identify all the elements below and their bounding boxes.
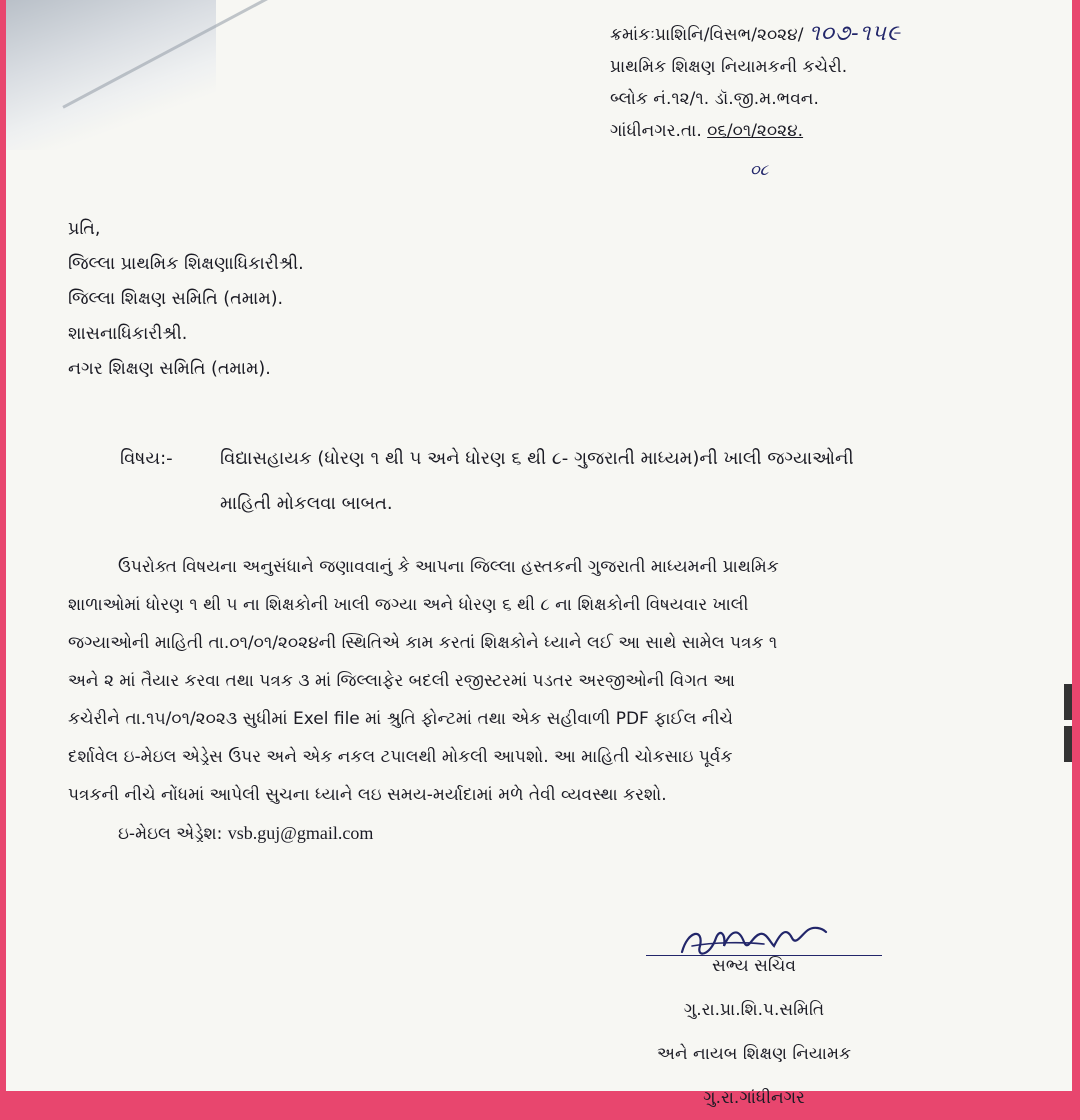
email-row: [68, 814, 1002, 853]
email-address[interactable]: vsb.guj@gmail.com: [227, 823, 374, 843]
scan-edge-mark: [1064, 684, 1072, 720]
reference-header: [610, 18, 901, 147]
date-prefix: ગાંધીનગર.તા.: [610, 121, 708, 141]
letter-date-row: [610, 115, 901, 147]
addressee-line: નગર શિક્ષણ સમિતિ (તમામ).: [68, 359, 271, 379]
subject-text: વિદ્યાસહાયક (ધોરણ ૧ થી ૫ અને ધોરણ ૬ થી ૮- ગુજરાતી માધ્યમ)ની ખાલી જગ્યાઓની: [220, 448, 854, 469]
subject-text-continued: માહિતી મોકલવા બાબત.: [220, 493, 393, 514]
body-line: દર્શાવેલ ઇ-મેઇલ એડ્રેસ ઉપર અને એક નકલ ટપાલથી મોકલી આપશો. આ માહિતી ચોકસાઇ પૂર્વક: [68, 747, 733, 767]
signatory-line: ગુ.રા.પ્રા.શિ.પ.સમિતિ: [683, 1000, 825, 1020]
letter-date: ૦૬/૦૧/૨૦૨૪.: [707, 121, 804, 141]
body-line: કચેરીને તા.૧૫/૦૧/૨૦૨૩ સુધીમાં Exel file માં શ્રુતિ ફોન્ટમાં તથા એક સહીવાળી PDF ફાઈલ નીચે: [68, 709, 734, 729]
body-line: શાળાઓમાં ધોરણ ૧ થી ૫ ના શિક્ષકોની ખાલી જગ્યા અને ધોરણ ૬ થી ૮ ના શિક્ષકોની વિષયવાર ખાલી: [68, 595, 749, 615]
body-line: જગ્યાઓની માહિતી તા.૦૧/૦૧/૨૦૨૪ની સ્થિતિએ કામ કરતાં શિક્ષકોને ધ્યાને લઈ આ સાથે સામેલ પત્રક ૧: [68, 633, 778, 653]
reference-number-row: [610, 18, 901, 51]
addressee-to: પ્રતિ,: [68, 219, 101, 239]
addressee-line: જિલ્લા શિક્ષણ સમિતિ (તમામ).: [68, 289, 284, 309]
scan-edge-mark: [1064, 726, 1072, 762]
letter-body: [68, 548, 1002, 853]
addressee-block: [68, 212, 304, 387]
office-name: પ્રાથમિક શિક્ષણ નિયામકની કચેરી.: [610, 57, 848, 77]
email-label: ઇ-મેઇલ એડ્રેશ:: [118, 824, 228, 844]
signatory-line: ગુ.રા.ગાંધીનગર: [703, 1088, 805, 1108]
subject-label: વિષય:-: [120, 448, 173, 469]
signatory-designation: સભ્ય સચિવ: [712, 956, 796, 976]
office-block-address: બ્લોક નં.૧૨/૧. ડૉ.જી.મ.ભવન.: [610, 89, 819, 109]
letter-page: [6, 0, 1072, 1108]
signatory-line: અને નાયબ શિક્ષણ નિયામક: [657, 1044, 851, 1064]
subject-row: [120, 436, 854, 481]
body-line: ઉપરોક્ત વિષયના અનુસંધાને જણાવવાનું કે આપના જિલ્લા હસ્તકની ગુજરાતી માધ્યમની પ્રાથમિક: [118, 557, 779, 577]
addressee-line: જિલ્લા પ્રાથમિક શિક્ષણાધિકારીશ્રી.: [68, 254, 304, 274]
subject-block: [120, 436, 854, 526]
handwritten-reference: ૧૦૭-૧૫૯: [808, 21, 901, 46]
body-line: અને ૨ માં તૈયાર કરવા તથા પત્રક ૩ માં જિલ્લાફેર બદલી રજીસ્ટરમાં પડતર અરજીઓની વિગત આ: [68, 671, 735, 691]
addressee-line: શાસનાધિકારીશ્રી.: [68, 324, 188, 344]
handwritten-date-note: ૦૮: [750, 160, 769, 179]
body-line: પત્રકની નીચે નોંધમાં આપેલી સુચના ધ્યાને લઇ સમય-મર્યાદામાં મળે તેવી વ્યવસ્થા કરશો.: [68, 785, 667, 805]
reference-number: ક્રમાંકઃપ્રાશિનિ/વિસભ/૨૦૨૪/: [610, 25, 804, 45]
signatory-block: [618, 944, 890, 1120]
